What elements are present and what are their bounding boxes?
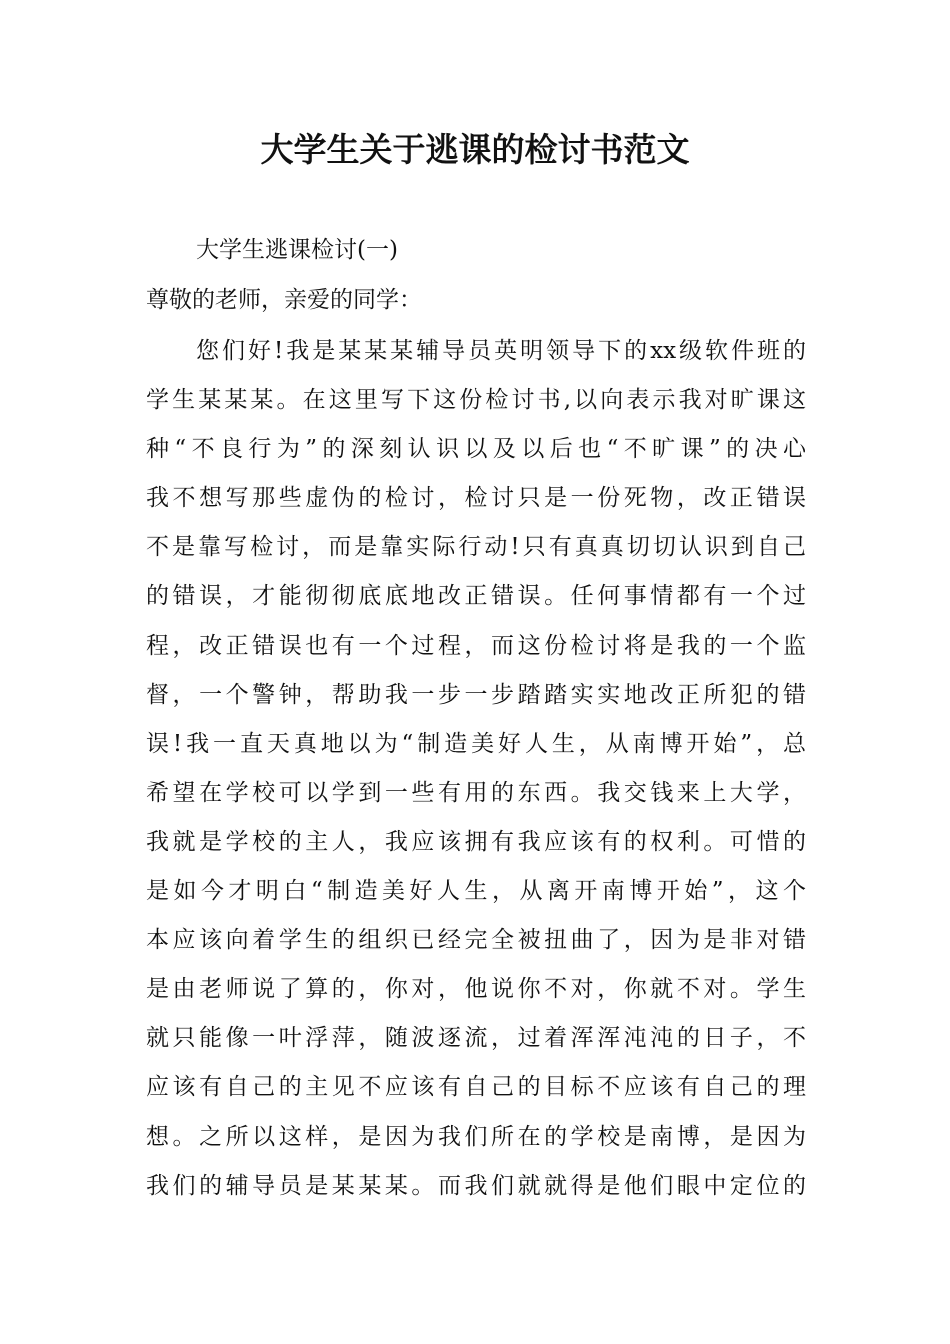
salutation: 尊敬的老师，亲爱的同学： <box>146 287 422 313</box>
body-line: 是由老师说了算的，你对，他说你不对，你就不对。学生 <box>146 976 806 1003</box>
body-line: 我们的辅导员是某某某。而我们就就得是他们眼中定位的 <box>146 1172 806 1199</box>
body-line: 本应该向着学生的组织已经完全被扭曲了，因为是非对错 <box>146 927 806 954</box>
body-line: 是如今才明白“制造美好人生，从离开南博开始”，这个 <box>146 878 806 905</box>
body-line: 督，一个警钟，帮助我一步一步踏踏实实地改正所犯的错 <box>146 681 806 708</box>
body-line: 想。之所以这样，是因为我们所在的学校是南博，是因为 <box>146 1123 806 1150</box>
body-line: 误!我一直天真地以为“制造美好人生，从南博开始”，总 <box>146 730 806 757</box>
body-line: 程，改正错误也有一个过程，而这份检讨将是我的一个监 <box>146 632 806 659</box>
section-heading: 大学生逃课检讨(一) <box>196 237 398 263</box>
body-line: 应该有自己的主见不应该有自己的目标不应该有自己的理 <box>146 1074 806 1101</box>
document-title: 大学生关于逃课的检讨书范文 <box>260 130 690 169</box>
body-line: 的错误，才能彻彻底底地改正错误。任何事情都有一个过 <box>146 583 806 610</box>
body-line: 我不想写那些虚伪的检讨，检讨只是一份死物，改正错误 <box>146 485 806 512</box>
body-line: 不是靠写检讨，而是靠实际行动!只有真真切切认识到自己 <box>146 534 806 561</box>
body-line: 您们好!我是某某某辅导员英明领导下的xx级软件班的 <box>196 338 806 364</box>
body-line: 希望在学校可以学到一些有用的东西。我交钱来上大学， <box>146 779 806 806</box>
body-line: 学生某某某。在这里写下这份检讨书,以向表示我对旷课这 <box>146 387 806 414</box>
body-paragraph <box>146 331 806 1215</box>
body-line: 种“不良行为”的深刻认识以及以后也“不旷课”的决心 <box>146 436 806 463</box>
body-line: 我就是学校的主人，我应该拥有我应该有的权利。可惜的 <box>146 828 806 855</box>
body-line: 就只能像一叶浮萍，随波逐流，过着浑浑沌沌的日子，不 <box>146 1025 806 1052</box>
